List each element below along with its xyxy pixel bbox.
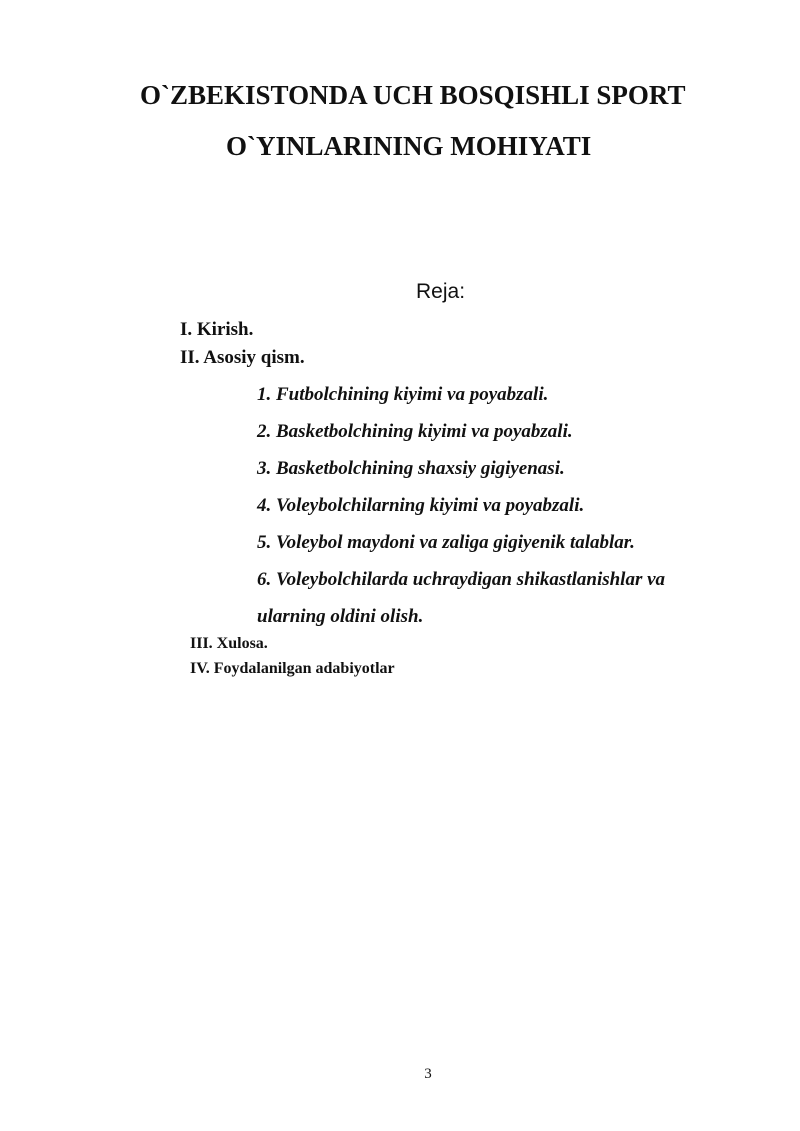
page-number: 3 — [424, 1066, 432, 1082]
plan-section-introduction: I. Kirish. — [180, 319, 254, 340]
plan-item: 4. Voleybolchilarning kiyimi va poyabzali. — [257, 495, 585, 516]
plan-item: 1. Futbolchining kiyimi va poyabzali. — [257, 384, 549, 405]
plan-heading: Reja: — [416, 280, 466, 303]
plan-section-conclusion: III. Xulosa. — [190, 635, 268, 652]
plan-item: 2. Basketbolchining kiyimi va poyabzali. — [257, 421, 573, 442]
plan-item-list — [257, 376, 665, 635]
plan-item: 6. Voleybolchilarda uchraydigan shikastlanishlar va — [257, 569, 666, 590]
document-title-line-2: O`YINLARINING MOHIYATI — [226, 131, 592, 161]
plan-section-main-part: II. Asosiy qism. — [180, 347, 305, 368]
plan-item: 3. Basketbolchining shaxsiy gigiyenasi. — [257, 458, 565, 479]
plan-item-continuation: ularning oldini olish. — [257, 606, 424, 627]
plan-section-references: IV. Foydalanilgan adabiyotlar — [190, 660, 395, 677]
plan-item: 5. Voleybol maydoni va zaliga gigiyenik talablar. — [257, 532, 635, 553]
document-title-line-1: O`ZBEKISTONDA UCH BOSQISHLI SPORT — [140, 80, 686, 110]
